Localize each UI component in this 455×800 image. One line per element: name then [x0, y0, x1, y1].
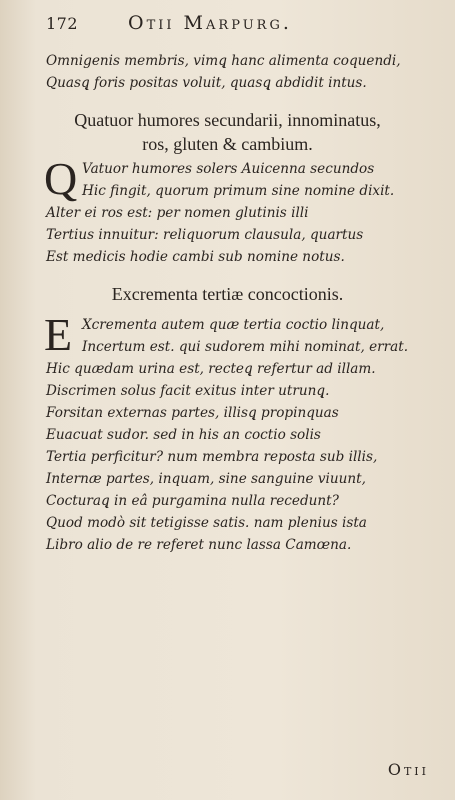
verse-line: Est medicis hodie cambi sub nomine notus.	[46, 249, 345, 265]
opening-verse	[46, 50, 401, 94]
verse-line: Discrimen solus facit exitus inter utrunq̨.	[46, 383, 330, 399]
drop-cap-q: Q	[44, 153, 78, 204]
heading-line: Quatuor humores secundarii, innominatus,	[74, 110, 381, 130]
verse-line: Forsitan externas partes, illisq̨ propinquas	[46, 405, 339, 421]
verse-line: Internæ partes, inquam, sine sanguine viuunt,	[46, 471, 366, 487]
verse-line: Omnigenis membris, vimq̨ hanc alimenta coquendi,	[46, 53, 401, 69]
verse-line: Cocturaq̨ in eâ purgamina nulla recedunt?	[46, 493, 339, 509]
verse-line: Libro alio de re referet nunc lassa Camœna.	[46, 537, 352, 553]
verse-line: Hic quædam urina est, recteq̨ refertur ad illam.	[46, 361, 376, 377]
page-number: 172	[46, 14, 79, 33]
verse-line: Alter ei ros est: per nomen glutinis illi	[46, 205, 309, 221]
running-head: Otii Marpurg.	[128, 12, 292, 34]
catchword: Otii	[387, 760, 429, 779]
excrementa-verse-bottom	[46, 358, 377, 556]
verse-line: Tertius innuitur: reliquorum clausula, quartus	[46, 227, 364, 243]
humores-verse-bottom	[46, 202, 363, 268]
verse-line: Hic fingit, quorum primum sine nomine dixit.	[82, 183, 395, 199]
verse-line: Tertia perficitur? num membra reposta sub illis,	[46, 449, 378, 465]
excrementa-verse-top	[82, 314, 408, 358]
verse-line: Quasq̨ foris positas voluit, quasq̨ abdidit intus.	[46, 75, 367, 91]
verse-line: Quod modò sit tetigisse satis. nam plenius ista	[46, 515, 367, 531]
verse-line: Vatuor humores solers Auicenna secundos	[82, 161, 375, 177]
page-header	[46, 12, 437, 40]
verse-line: Incertum est. qui sudorem mihi nominat, errat.	[82, 339, 409, 355]
drop-cap-e: E	[44, 309, 73, 360]
section-heading-excrementa	[0, 282, 455, 306]
heading-line: ros, gluten & cambium.	[142, 134, 313, 154]
heading-line: Excrementa tertiæ concoctionis.	[111, 284, 344, 304]
section-heading-humores	[0, 108, 455, 156]
humores-verse-top	[82, 158, 394, 202]
verse-line: Xcrementa autem quæ tertia coctio linquat,	[82, 317, 385, 333]
verse-line: Euacuat sudor. sed in his an coctio solis	[46, 427, 321, 443]
